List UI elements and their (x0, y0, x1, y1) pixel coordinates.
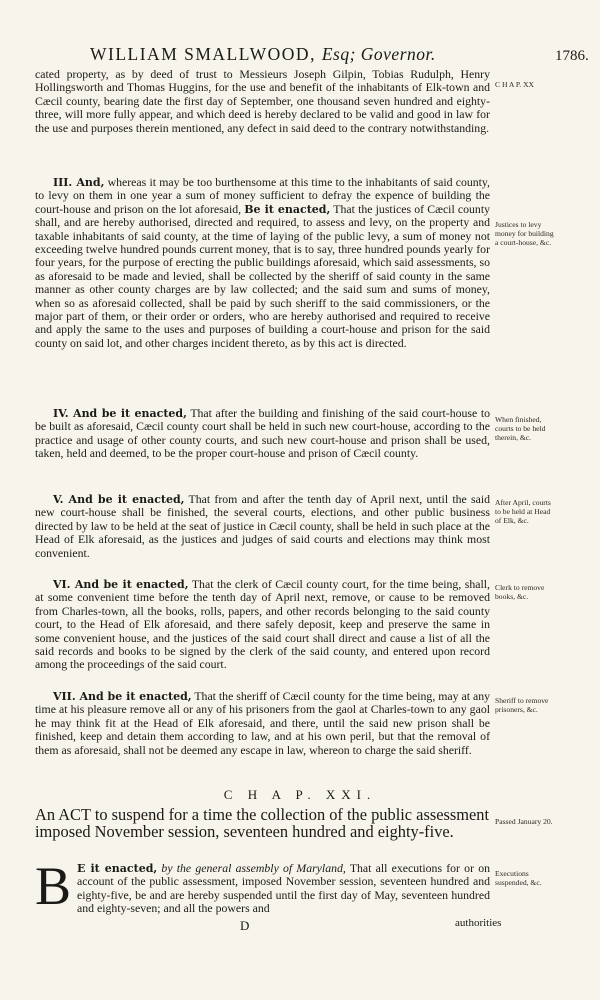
section-iii (35, 176, 490, 350)
final-text: That all executions for or on account of the public assessment, imposed November session, seventeen hundred and eighty-five, be and are hereby suspended until the first day of May, seventeen hundred and eighty-seven; and all the powers and (77, 861, 490, 916)
section-text: That the sheriff of Cæcil county for the time being, may at any time at his pleasure remove all or any of his prisoners from the gaol at Charles-town to any gaol he may think fit at the Head of Elk aforesaid, and there, until the said new prison shall be finished, keep and detain them according to law, and at his own peril, but that the removal of them as aforesaid, shall not be deemed any escape in law, whereon to charge the said sheriff. (35, 689, 490, 757)
section-vi (35, 578, 490, 672)
signature-mark: D (240, 918, 250, 933)
section-text: That the clerk of Cæcil county court, for the time being, shall, at some convenient time before the tenth day of April next, remove, or cause to be removed from Charles-town, all the books, rolls, papers, and other records belonging to the said county court, to the Head of Elk aforesaid, and there safely deposit, keep and preserve the same in some convenient house, and the justices of the said court shall direct and cause a list of all the said records and books to be signed by the clerk of the said county, and entered upon record among the proceedings of the said court. (35, 577, 490, 672)
section-lead: VI. And be it enacted, (53, 578, 189, 591)
section-lead: V. And be it enacted, (53, 493, 185, 506)
section-vii (35, 690, 490, 757)
drop-cap: B (35, 856, 72, 916)
act-title-text: to suspend for a time the collection of the public assessment imposed November session, seventeen hundred and eighty-five. (35, 805, 490, 841)
enact-clause: E it enacted, (77, 862, 158, 875)
section-lead: III. And, (53, 176, 105, 189)
margin-note-passed: Passed January 20. (495, 817, 553, 826)
margin-note-after-april: After April, courts to be held at Head of Elk, &c. (495, 498, 551, 525)
chapter-title: C H A P. XXI. (223, 787, 377, 802)
header-title: Esq; Governor. (321, 44, 436, 64)
running-header (90, 44, 560, 65)
paragraph-deed (35, 68, 490, 135)
section-text: whereas it may be too burthensome at this time to the inhabitants of said county, to levy on them in one year a sum of money sufficient to defray the expence of building the court-house and prison on the lot aforesaid, (35, 175, 490, 216)
margin-note-justices: Justices to levy money for building a court-house, &c. (495, 220, 554, 247)
margin-note-executions: Executions suspended, &c. (495, 869, 542, 887)
section-text: That after the building and finishing of the said court-house to be built as aforesaid, Cæcil county court shall be held in such new court-house, according to the practice and usage of other county courts, and such new court-house and prison shall be used, taken, held and deemed, to be the proper court-house and prison of Cæcil county. (35, 406, 490, 461)
act-prefix: An ACT (35, 805, 91, 824)
section-text: That from and after the tenth day of April next, until the said new court-house shall be finished, the several courts, elections, and other public business directed by law to be held at the seat of justice in Cæcil county, shall be held in such place at the Head of Elk aforesaid, as the justices and judges of said courts and elections may think most convenient. (35, 492, 490, 560)
section-text-continued: That the justices of Cæcil county shall, and are hereby authorised, directed and required, to assess and levy, on the property and taxable inhabitants of said county, at the time of laying of the public levy, a sum of money not exceeding twelve hundred pounds current money, that is to say, three hundred pounds yearly for four years, for the purpose of erecting the public buildings aforesaid, which said assessments, so as aforesaid to be made and levied, shall be collected by the sheriff of said county in the same manner as other county charges are by law collected; and the said sum and sums of money, when so as aforesaid collected, shall be paid by such sheriff to the said commissioners, or the major part of them, or their order or orders, who are hereby authorised and required to receive and apply the same to the uses and purposes of building a court-house and prison for the said county on said lot, and other charges incident thereto, as by this act is directed. (35, 201, 491, 350)
paragraph-text: cated property, as by deed of trust to Messieurs Joseph Gilpin, Tobias Rudulph, Henry Hollingsworth and Thomas Huggins, for the use and benefit of the inhabitants of Elk-town and Cæcil county, bearing date the first day of September, one thousand seven hundred and eighty-three, will more fully appear, and which deed is hereby declared to be valid and good in law for the use and purposes therein mentioned, any defect in said deed to the contrary notwithstanding. (35, 67, 490, 135)
section-v (35, 493, 490, 560)
section-iv (35, 407, 490, 461)
assembly-phrase: by the general assembly of Maryland, (157, 861, 346, 875)
margin-note-sheriff: Sheriff to remove prisoners, &c. (495, 696, 549, 714)
margin-note-when-finished: When finished, courts to be held therein, &c. (495, 415, 546, 442)
act-title (35, 806, 490, 840)
section-lead: IV. And be it enacted, (53, 407, 187, 420)
section-lead: VII. And be it enacted, (53, 690, 192, 703)
margin-note-clerk: Clerk to remove books, &c. (495, 583, 545, 601)
catchword: authorities (455, 917, 502, 929)
enact-clause: Be it enacted, (244, 202, 331, 216)
final-paragraph (35, 856, 490, 916)
page-number: 1786. (555, 48, 589, 64)
margin-note-chap: C H A P. XX (495, 80, 535, 89)
header-name: WILLIAM SMALLWOOD, (90, 44, 316, 64)
